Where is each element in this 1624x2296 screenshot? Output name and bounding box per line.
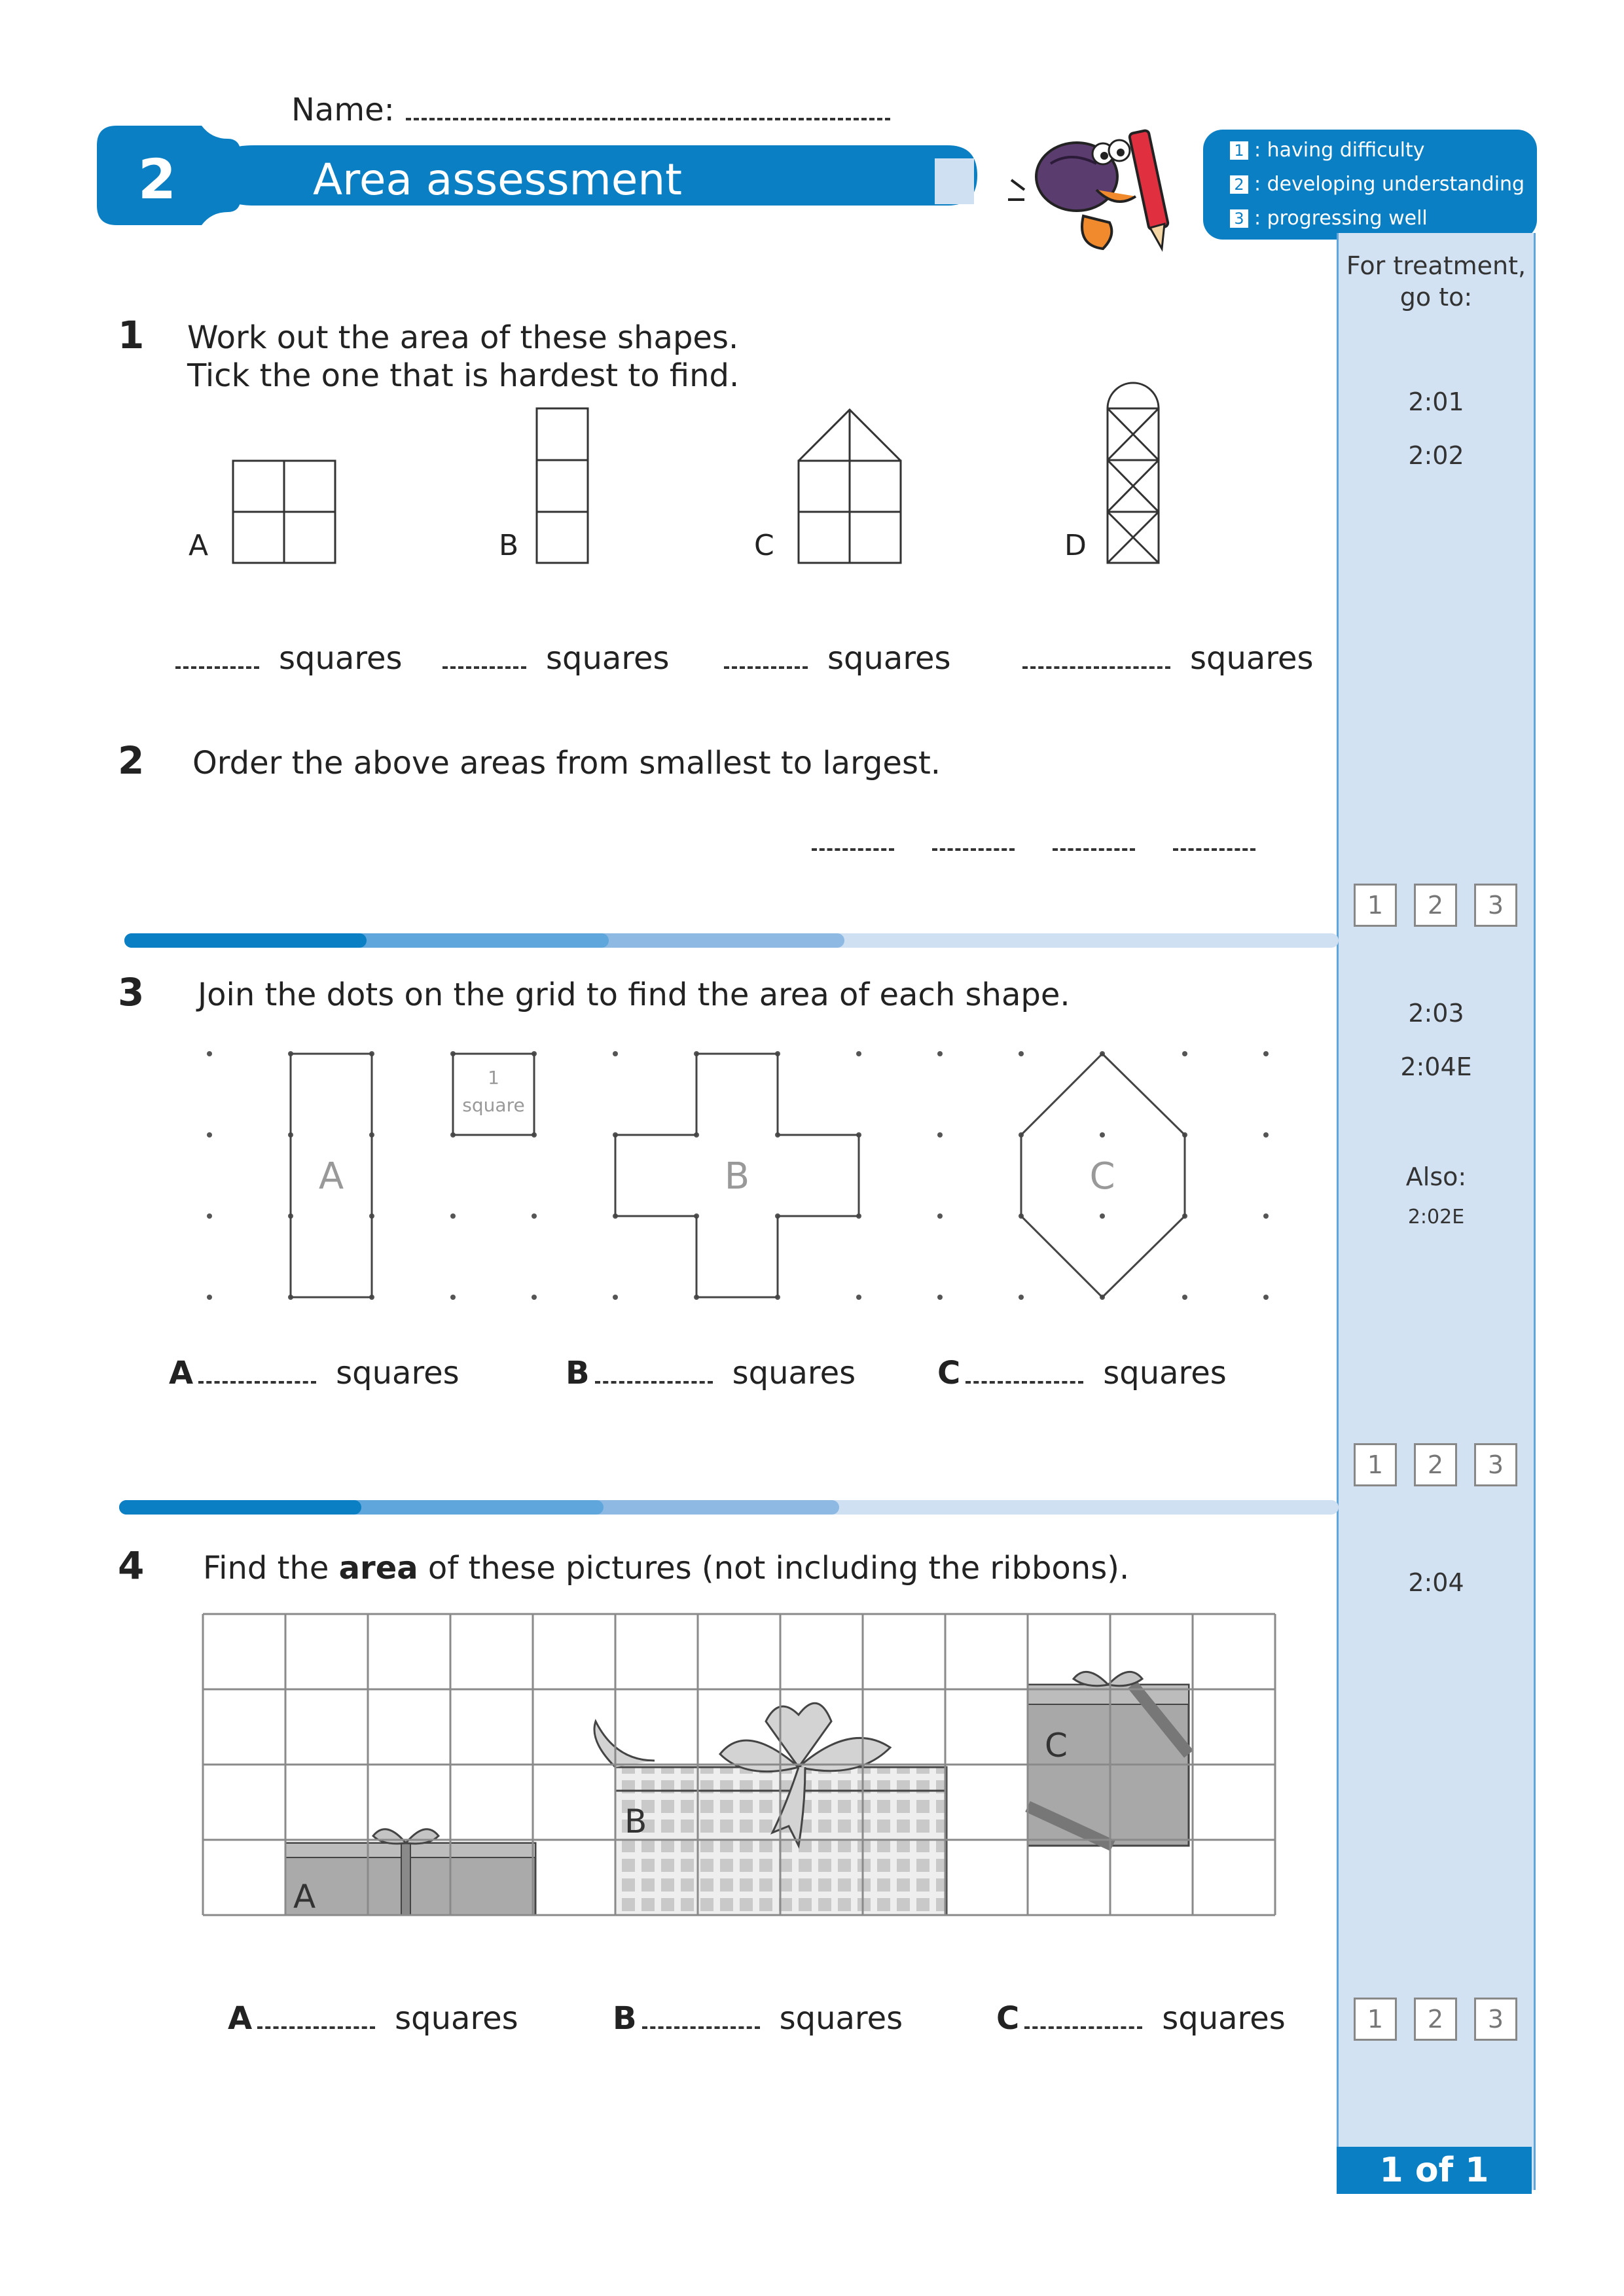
- answer-a: [169, 1355, 460, 1391]
- order-answer-blanks: [812, 848, 1255, 851]
- name-label: Name:: [291, 92, 395, 128]
- key-row: [1229, 207, 1428, 230]
- grid-dot: [532, 1213, 537, 1219]
- page-title: Area assessment: [313, 154, 683, 205]
- assessment-key: [1203, 130, 1537, 240]
- question-number: 1: [118, 313, 145, 357]
- shape-label: A: [318, 1155, 344, 1198]
- answer-blank[interactable]: [442, 666, 526, 669]
- score-box[interactable]: 2: [1414, 1998, 1457, 2041]
- unit-label: squares: [1162, 2000, 1286, 2037]
- key-row: [1229, 173, 1525, 196]
- treatment-ref: 2:02: [1408, 441, 1464, 470]
- score-box[interactable]: 1: [1354, 1443, 1397, 1486]
- picture-label: A: [293, 1878, 316, 1916]
- grid-dot: [613, 1295, 618, 1300]
- grid-dot: [450, 1213, 456, 1219]
- grid-dot: [1263, 1132, 1269, 1138]
- answer-blank[interactable]: [965, 1381, 1083, 1384]
- grid-dot: [207, 1213, 212, 1219]
- unit-label: squares: [1190, 640, 1314, 677]
- answer-blank[interactable]: [812, 848, 894, 851]
- answer-a: [228, 2000, 518, 2037]
- treatment-ref: 2:04: [1408, 1568, 1464, 1597]
- answer-b: [613, 2000, 903, 2037]
- key-number: 2: [1229, 175, 1249, 194]
- shape-label: B: [724, 1155, 750, 1198]
- grid-dot: [856, 1295, 861, 1300]
- grid-dot: [207, 1051, 212, 1056]
- score-box[interactable]: 3: [1474, 1998, 1517, 2041]
- answer-a: [175, 640, 403, 677]
- grid-dot: [613, 1051, 618, 1056]
- treatment-ref: 2:01: [1408, 387, 1464, 416]
- treatment-ref: 2:04E: [1400, 1052, 1472, 1081]
- grid-dot: [207, 1132, 212, 1138]
- answer-blank[interactable]: [724, 666, 808, 669]
- key-number: 3: [1229, 209, 1249, 228]
- answer-b: [442, 640, 670, 677]
- grid-dot: [937, 1213, 943, 1219]
- picture-label: B: [624, 1803, 647, 1840]
- question-text: Work out the area of these shapes.: [187, 319, 739, 356]
- answer-d: [1022, 640, 1314, 677]
- answer-letter: C: [937, 1355, 961, 1391]
- score-box[interactable]: 2: [1414, 884, 1457, 927]
- grid-dot: [1182, 1051, 1187, 1056]
- grid-dot: [207, 1295, 212, 1300]
- answer-blank[interactable]: [1173, 848, 1255, 851]
- grid-dot: [1182, 1295, 1187, 1300]
- grid-dot: [937, 1132, 943, 1138]
- shape-label: B: [499, 529, 519, 562]
- answer-blank[interactable]: [1053, 848, 1135, 851]
- treatment-label: For treatment,: [1346, 251, 1526, 280]
- score-boxes-q3: [1354, 1443, 1517, 1486]
- grid-dot: [937, 1051, 943, 1056]
- score-box[interactable]: 2: [1414, 1443, 1457, 1486]
- score-box[interactable]: 3: [1474, 884, 1517, 927]
- score-box[interactable]: 3: [1474, 1443, 1517, 1486]
- grid-dot: [450, 1295, 456, 1300]
- answer-letter: A: [228, 2000, 253, 2037]
- unit-square-label: square: [462, 1094, 525, 1116]
- shape-label: D: [1064, 529, 1087, 562]
- dot-grid: [183, 1034, 1309, 1322]
- also-label: Also:: [1405, 1162, 1467, 1191]
- answer-c: [724, 640, 951, 677]
- grid-dot: [1019, 1295, 1024, 1300]
- answer-blank[interactable]: [198, 1381, 316, 1384]
- question-text: Tick the one that is hardest to find.: [187, 357, 740, 394]
- question-text-bold: area: [338, 1550, 418, 1587]
- treatment-ref: 2:03: [1408, 999, 1464, 1028]
- answer-blank[interactable]: [642, 2026, 760, 2029]
- section-divider: [119, 1496, 1339, 1516]
- question-number: 3: [118, 970, 145, 1014]
- key-row: [1229, 139, 1424, 162]
- answer-c: [996, 2000, 1286, 2037]
- score-box[interactable]: 1: [1354, 884, 1397, 927]
- question-text: Order the above areas from smallest to largest.: [192, 745, 941, 781]
- shape-label: C: [754, 529, 774, 562]
- answer-letter: B: [566, 1355, 590, 1391]
- unit-label: squares: [779, 2000, 903, 2037]
- answer-blank[interactable]: [1024, 2026, 1142, 2029]
- page-indicator: 1 of 1: [1337, 2147, 1532, 2194]
- answer-blank[interactable]: [1022, 666, 1170, 669]
- grid-dot: [1019, 1051, 1024, 1056]
- treatment-label: go to:: [1399, 283, 1473, 312]
- unit-label: squares: [546, 640, 670, 677]
- section-number: 2: [137, 147, 177, 211]
- key-description: : having difficulty: [1254, 139, 1425, 162]
- unit-label: squares: [827, 640, 951, 677]
- grid-dot: [532, 1295, 537, 1300]
- answer-blank[interactable]: [932, 848, 1015, 851]
- answer-blank[interactable]: [595, 1381, 713, 1384]
- answer-letter: A: [169, 1355, 194, 1391]
- name-field[interactable]: [406, 118, 890, 120]
- grid-dot: [1263, 1051, 1269, 1056]
- grid-dot: [856, 1051, 861, 1056]
- question-text: Join the dots on the grid to find the area of each shape.: [198, 977, 1070, 1013]
- grid-dot: [1100, 1213, 1105, 1219]
- grid-dot: [937, 1295, 943, 1300]
- question-text: [203, 1550, 1129, 1587]
- unit-label: squares: [732, 1355, 856, 1391]
- treatment-sidebar: [1337, 233, 1536, 2190]
- picture-grid: [196, 1610, 1283, 1924]
- grid-dot: [1263, 1213, 1269, 1219]
- unit-label: squares: [1103, 1355, 1227, 1391]
- unit-label: squares: [279, 640, 403, 677]
- question-text-part: of these pictures (not including the ribbons).: [418, 1550, 1130, 1587]
- section-divider: [124, 929, 1339, 949]
- unit-square-label: 1: [488, 1067, 499, 1088]
- score-boxes-q4: [1354, 1998, 1517, 2041]
- shape-label: A: [189, 529, 209, 562]
- question-number: 2: [118, 738, 145, 783]
- treatment-ref: 2:02E: [1407, 1206, 1465, 1229]
- shape-label: C: [1089, 1155, 1115, 1198]
- score-box[interactable]: 1: [1354, 1998, 1397, 2041]
- answer-c: [937, 1355, 1227, 1391]
- hermit-crab-mascot-icon: [1005, 118, 1201, 268]
- score-boxes-q1-2: [1354, 884, 1517, 927]
- key-number: 1: [1229, 141, 1249, 160]
- unit-label: squares: [395, 2000, 518, 2037]
- answer-blank[interactable]: [257, 2026, 375, 2029]
- answer-letter: C: [996, 2000, 1020, 2037]
- key-description: : progressing well: [1254, 207, 1428, 230]
- answer-b: [566, 1355, 856, 1391]
- answer-blank[interactable]: [175, 666, 259, 669]
- key-description: : developing understanding: [1254, 173, 1525, 196]
- unit-label: squares: [336, 1355, 460, 1391]
- question-number: 4: [118, 1543, 145, 1588]
- grid-dot: [1263, 1295, 1269, 1300]
- picture-label: C: [1045, 1727, 1068, 1765]
- grid-dot: [1100, 1132, 1105, 1138]
- question-text-part: Find the: [203, 1550, 339, 1587]
- answer-letter: B: [613, 2000, 637, 2037]
